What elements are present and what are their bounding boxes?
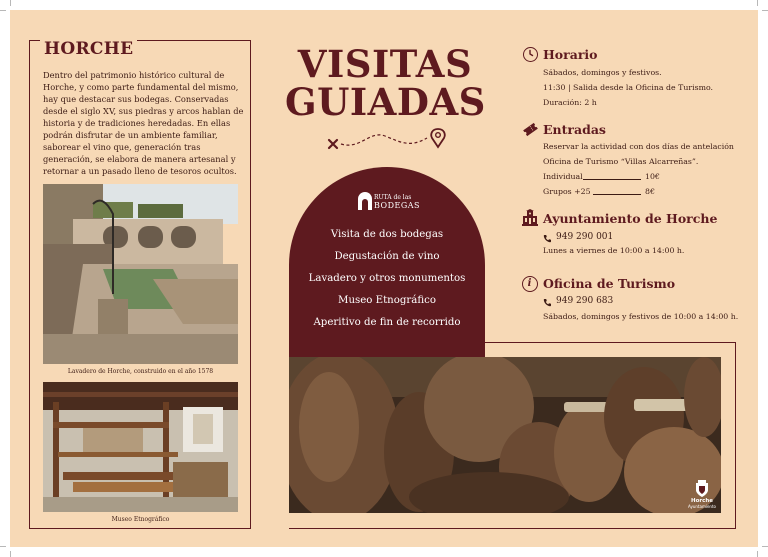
footer-logo-line-1: Horche <box>691 498 713 504</box>
logo-line-1: RUTA de las <box>374 194 412 201</box>
entradas-details <box>543 139 734 199</box>
town-hall-icon <box>521 209 539 226</box>
crop-mark <box>10 551 11 557</box>
museo-caption: Museo Etnográfico <box>111 516 170 523</box>
individual-label: Individual <box>543 172 583 181</box>
entradas-title: Entradas <box>543 122 606 137</box>
crop-mark <box>762 10 768 11</box>
horario-title: Horario <box>543 47 598 62</box>
crop-mark <box>757 551 758 557</box>
intro-paragraph: Dentro del patrimonio histórico cultural de Horche, y como parte fundamental del mismo, hay que destacar sus bodegas. Conservadas desde el siglo XV, sus piedras y arcos hablan de historia y de tradiciones heredadas. En ellas podrán disfrutar de un ambiente familiar, saborear el vino que, generación tras generación, se elabora de manera artesanal y retornar a un pasado lleno de tesoros ocultos. <box>43 70 244 176</box>
price-line <box>583 179 641 180</box>
phone-icon <box>543 234 552 243</box>
ruta-bodegas-logo-text <box>374 194 420 210</box>
crop-mark <box>0 546 6 547</box>
crop-mark <box>10 0 11 6</box>
grupos-label: Grupos +25 <box>543 187 591 196</box>
horario-line-3: Duración: 2 h <box>543 98 597 107</box>
grupos-price: 8€ <box>645 187 655 196</box>
horche-coat-of-arms-icon <box>694 480 710 498</box>
title-line-1: VISITAS <box>297 42 473 86</box>
crop-mark <box>757 0 758 6</box>
activity-item-5: Aperitivo de fin de recorrido <box>313 317 461 328</box>
ruta-bodegas-logo-icon <box>357 191 373 211</box>
ticket-icon <box>522 121 539 138</box>
phone-icon <box>543 298 552 307</box>
activity-item-1: Visita de dos bodegas <box>330 229 444 240</box>
oficina-phone: 949 290 683 <box>556 296 614 306</box>
lavadero-photo <box>43 184 238 364</box>
info-icon: i <box>522 276 538 292</box>
activity-item-2: Degustación de vino <box>334 251 440 262</box>
ayuntamiento-title: Ayuntamiento de Horche <box>543 211 718 226</box>
activity-item-3: Lavadero y otros monumentos <box>308 273 466 284</box>
section-title-horche: HORCHE <box>40 39 137 59</box>
price-row-individual <box>543 169 734 184</box>
price-line <box>593 194 641 195</box>
treasure-map-icon <box>325 126 450 152</box>
oficina-hours: Sábados, domingos y festivos de 10:00 a 14:00 h. <box>543 312 739 321</box>
lavadero-caption: Lavadero de Horche, construido en el año 1578 <box>67 368 214 375</box>
oficina-title: Oficina de Turismo <box>543 276 676 291</box>
crop-mark <box>762 546 768 547</box>
footer-logo-text <box>680 498 724 510</box>
entradas-line-2: Oficina de Turismo “Villas Alcarreñas”. <box>543 157 699 166</box>
wine-jars-photo <box>289 357 721 513</box>
ayuntamiento-phone: 949 290 001 <box>556 232 614 242</box>
activity-item-4: Museo Etnográfico <box>338 295 436 306</box>
horario-line-1: Sábados, domingos y festivos. <box>543 68 662 77</box>
crop-mark <box>0 10 6 11</box>
individual-price: 10€ <box>645 172 660 181</box>
footer-logo-line-2: Ayuntamiento <box>688 504 716 509</box>
visitas-guiadas-title <box>285 42 486 124</box>
clock-icon <box>523 47 538 62</box>
museo-photo <box>43 382 238 512</box>
entradas-line-1: Reservar la actividad con dos días de antelación <box>543 142 734 151</box>
title-line-2: GUIADAS <box>285 80 486 124</box>
horario-line-2: 11:30 | Salida desde la Oficina de Turismo. <box>543 83 714 92</box>
horario-details <box>543 65 713 110</box>
price-row-grupos <box>543 184 734 199</box>
ayuntamiento-hours: Lunes a viernes de 10:00 a 14:00 h. <box>543 246 685 255</box>
logo-line-2: BODEGAS <box>374 201 420 210</box>
